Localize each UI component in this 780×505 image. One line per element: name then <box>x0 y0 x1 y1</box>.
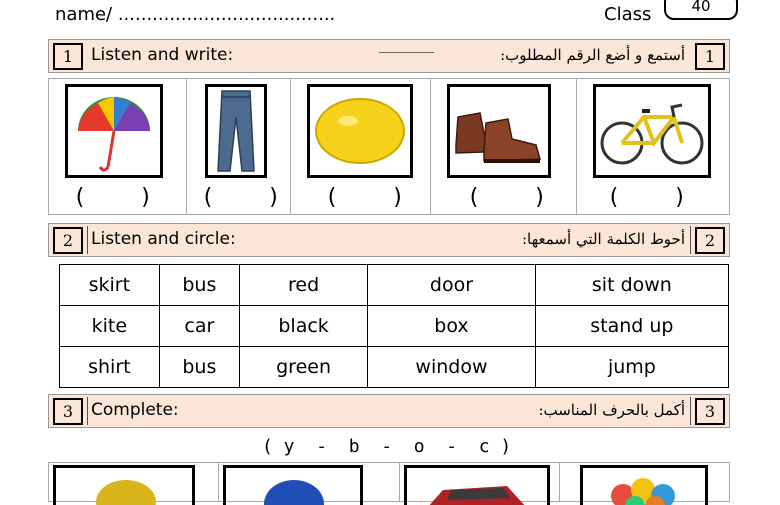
word-cell[interactable]: door <box>368 265 536 306</box>
word-cell[interactable]: bus <box>159 265 239 306</box>
umbrella-icon <box>65 84 163 178</box>
blue-cap-icon <box>223 465 363 505</box>
picture-cell <box>577 79 729 214</box>
section-3-header <box>48 394 730 428</box>
divider-line <box>87 397 88 425</box>
word-cell[interactable]: bus <box>159 347 239 388</box>
table-row <box>60 306 729 347</box>
picture-cell <box>49 79 187 214</box>
picture-cell <box>560 463 730 501</box>
picture-row <box>48 78 730 215</box>
word-cell[interactable]: green <box>240 347 368 388</box>
class-label: Class <box>604 4 652 25</box>
section-title-ar: أكمل بالحرف المناسب: <box>538 401 685 419</box>
word-cell[interactable]: sit down <box>535 265 728 306</box>
shoes-icon <box>447 84 551 178</box>
balloons-icon <box>580 465 708 505</box>
word-cell[interactable]: red <box>240 265 368 306</box>
score-box: 40 <box>664 0 738 20</box>
answer-parentheses[interactable]: ( ) <box>325 185 405 210</box>
picture-cell <box>431 79 577 214</box>
word-cell[interactable]: jump <box>535 347 728 388</box>
jeans-icon <box>205 84 267 178</box>
name-field-label: name/ ...................................... <box>55 4 336 25</box>
red-car-icon <box>404 465 550 505</box>
table-row <box>60 265 729 306</box>
picture-cell <box>291 79 431 214</box>
answer-parentheses[interactable]: ( ) <box>467 185 547 210</box>
divider-line <box>690 226 691 254</box>
answer-parentheses[interactable]: ( ) <box>201 185 281 210</box>
word-table <box>59 264 729 388</box>
section-number-left: 1 <box>53 43 83 70</box>
picture-cell <box>219 463 400 501</box>
word-cell[interactable]: car <box>159 306 239 347</box>
section-1-header <box>48 39 730 73</box>
answer-parentheses[interactable]: ( ) <box>73 185 153 210</box>
bicycle-icon <box>593 84 711 178</box>
word-cell[interactable]: shirt <box>60 347 160 388</box>
word-cell[interactable]: stand up <box>535 306 728 347</box>
word-cell[interactable]: kite <box>60 306 160 347</box>
section-number-left: 3 <box>53 398 83 425</box>
picture-cell <box>49 463 219 501</box>
divider-line <box>87 226 88 254</box>
section-2-header <box>48 223 730 257</box>
letter-choices: ( y - b - o - c ) <box>262 436 512 457</box>
section-number-left: 2 <box>53 227 83 254</box>
section-number-right: 2 <box>695 227 725 254</box>
divider-line <box>690 397 691 425</box>
yellow-hat-icon <box>53 465 195 505</box>
word-cell[interactable]: window <box>368 347 536 388</box>
picture-cell <box>400 463 560 501</box>
table-row <box>60 347 729 388</box>
section-title-ar: أحوط الكلمة التي أسمعها: <box>521 230 685 248</box>
word-cell[interactable]: black <box>240 306 368 347</box>
section-number-right: 1 <box>695 43 725 70</box>
bottom-picture-row <box>48 462 730 502</box>
section-title-ar: أستمع و أضع الرقم المطلوب: <box>500 46 685 64</box>
divider-line <box>379 52 434 53</box>
section-number-right: 3 <box>695 398 725 425</box>
word-cell[interactable]: skirt <box>60 265 160 306</box>
word-cell[interactable]: box <box>368 306 536 347</box>
answer-parentheses[interactable]: ( ) <box>607 185 687 210</box>
section-title-en: Listen and circle: <box>91 229 236 249</box>
picture-cell <box>187 79 291 214</box>
section-title-en: Listen and write: <box>91 45 234 65</box>
lemon-icon <box>307 84 413 178</box>
section-title-en: Complete: <box>91 400 179 420</box>
